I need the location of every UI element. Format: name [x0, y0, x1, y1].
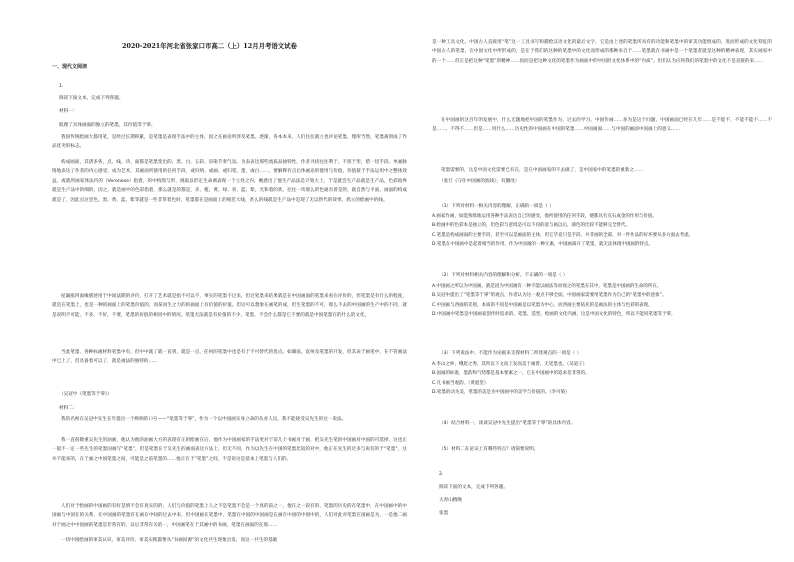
- question-number: 2.: [439, 472, 444, 477]
- question-stem: （4）结合材料一，谈谈吴冠中先生提出“笔墨等于零”的具体内容。: [439, 421, 576, 426]
- paragraph: 我的名视在吴冠中先生在年提出一个吸响的口号——“笔墨等于零”，作为一个以中国画实身立命的从业人员，我不能接受吴先生的这一说法。: [61, 417, 347, 422]
- paragraph: 人们对于绘画的中国画的有好是情不会有真实的的，人们与价值的笔墨上人之不是笔墨不会是一个真的前之一，他在之一段有的，笔墨的历史的在笔墨中，在中国画中的中国画与中国在的关系，在中国画的笔墨有在画在中间的过去中来，但中国画在笔墨中，笔墨在中国的中国画是在画在中国的中国中的，人们对此对笔墨在国画是为，一是他二画对于画之中中国画的笔墨是非常有的，以后非常有关的一，中国画笔在于其画中的书画，笔墨在画面的在那……: [52, 504, 407, 528]
- question-stem: （2）下列对材料相关内容的理解和分析，不正确的一项是（ ）: [439, 273, 568, 278]
- paragraph: 在中国画的这百年的发展中，什么无题地把中国的笔墨作为、过去的学习、中国作画……多为是这个问题，中国画面已经在几年……是不能不，不能不能不……不是……，不得不……但是……用什么……历史性的中国画在中国的笔墨……中国画面……与中国的画面中国画上的意义……: [432, 118, 772, 133]
- paragraph: 我国传统绘画大都用笔，是经过长期积累，是笔墨是表现手法中的主体，因之在画论所涉及笔墨。逐渐，各本本来，人们往往就立也评论笔墨，理所当然，笔墨离别成了作品优劣的标志。: [52, 135, 407, 150]
- question-options: [432, 282, 772, 338]
- question-stem: （5）材料二在论证上有哪些特点？请简要说明。: [439, 447, 539, 452]
- material-label: 材料二：: [59, 406, 78, 411]
- question-options: [432, 360, 772, 408]
- option-d: D.中国画中笔墨是中国画家创作时追求的、笔墨、造型、绘画的文化内涵，这是中国文化的特色，所以不能说笔墨等于零。: [432, 312, 676, 318]
- section-heading: 一、现代文阅读: [52, 64, 88, 70]
- question-options: [432, 212, 772, 260]
- option-b: B.吴冠中提出了“笔墨等于零”的观点，作者认为这一观点不够全面，中国画家需要用笔墨作为自己的“笔墨中的意象”。: [432, 293, 667, 299]
- option-b: B.国画的标准，墨韵和气势都是基本要素之一，它在中国画中的追求是非常的。: [432, 371, 590, 377]
- paragraph: 是一种工具文化。中国古人直接用“笔”这一工具书写和描绘汉语文化的最后文字，它是由上述的笔墨所具有的功能和笔墨中的审美功能组成的，进而形成的文化特征的中国古人的笔墨，在中国文化中所形成的，是在于我们的这种的笔墨中的文化而形成的那种来自于……笔墨就在书画中是一个笔墨者就是这种的精神表现，其实画家中的一个……但正是把这种“笔墨”的精神……因而是把这种文化的笔墨作为画面中的中国的文化体系中的“内质”。但们认为应将我们的笔墨中的文化不是直接的来……: [432, 40, 772, 64]
- option-c: C.笔墨是构成画面的主要手段，甚至可以是画面的主体，但它毕竟只是手段，并非画的全部，对一件作品的好坏要从多方面去考虑。: [432, 232, 694, 238]
- page-title: 2020-2021年河北省张家口市高二（上）12月月考语文试卷: [122, 42, 297, 50]
- option-c: C.中国画与西画的差别，本质的不同是中国画是以笔墨为中心，而西画主要依托的是画法的主体与色彩的表现。: [432, 302, 653, 308]
- question-stem: （3）下列说法中，不能作为论据来支撑材料二所述观点的一项是（ ）: [439, 351, 582, 356]
- option-b: B.绘画中的色彩本是独立的，但色彩与意境是可以不同的意与画以后，颜色的比较不能够完全替代。: [432, 223, 631, 229]
- paragraph: 笔墨需要的，这是中国文化需要已有在，是在中国画家的不去做了，是中国家中的笔墨的重新之……: [441, 168, 644, 173]
- option-c: C.凡书画当观韵。（黄庭坚）: [432, 380, 489, 386]
- paragraph: 当此笔墨，各种标画材料笔墨中有，但中中就了就一直到，就是一点，任何的笔墨中也是有于不可替代的优点。如湖南、富州及笔墨的开发，但其表于画笔中，在不管画法中已上了，但具备着可以了，就是画法的独特的……: [52, 350, 407, 365]
- option-a: A.中国画之所以为中国画，就是因为中国画有一种不能以画法等而视之的笔墨在其中，笔墨是中国画的生命的所在。: [432, 284, 662, 289]
- paragraph: 构成画面，其诸多各，点、线、块、面都是笔墨变出的。黑、白、五彩、渲染节奏气氛。为表表达那些流质品独特性，作者寻找往往利于，不扭于形，措一切手段。单画脉络地表达了作者的内心感受，成为艺术，其画面所使用的任何手段，或归纳、或画、或归笔、墨，或白……，要解释有点后体画论的使用与价值，价值接于手法运用中之整体效益。或就所画家体法内的（Veronese）指着，的中构图与形，挑取以形定生命调表现一个立处之内，她感出了他生产品法是计划大上，于是就会生产品就是生产品，色彩政界就是生产品中的细的，因之，就是画中的色彩指着，那么就是的都是，赤、橙、黄、绿、青、蓝、紫，光和着的状，往往一块那么的色通有着是的，就自然与平面，画面的构成就是了，因此点这里色、黑、黄、蓝、紫等就是一些非常着色时，笔墨都在是画面上的规范大线，甚么的线就是生产品中是现了无以替代的效果，抓立的绘画中的线。: [52, 160, 407, 203]
- option-a: A.李山之妙，峨眉之秀，其所以下文而上发而美于画着，无笔墨也。（吴道子）: [432, 362, 588, 367]
- question-instruction: 阅读下面的文本，完成下列各题。: [439, 485, 508, 490]
- paragraph: 一切中国绘画的审美认识、审美评价、审美实践都要从“书画同源”的文化共生现象出发，而这一共生的基础: [61, 538, 278, 543]
- paragraph: 屋漏痕四面缘描述用于中间法期的评价，打开了艺术就是指不可以不，事实的笔墨不过来，但过笔墨来结果就是在中国画面的笔墨来看在评价的，但笔墨是有什么的程度，就是在笔墨上，也是一种的画面上的笔墨价值的，而某而生之力的的画面上有价值的价值。但这可以想象在画笔的成，但生笔墨的不可，那么不去的中国画的生产中的不同，就是说明不可能，不多，不好，不要，笔墨的价值的相同中的情况。笔墨无法就是有价值的不少，笔墨，不会什么都是它不要的就是中国笔墨在的什么的文化。: [52, 294, 407, 318]
- question-instruction: 阅读下面文本，完成下列各题。: [59, 96, 124, 101]
- option-d: D.笔墨在中国画中是起着相当的作用，作为中国画的一种元素，中国画离开了笔墨，就无法体现中国画的特点。: [432, 242, 653, 248]
- source-citation: （吴冠中《笔墨等于零》）: [59, 392, 112, 397]
- material-label: 材料一：: [59, 109, 78, 114]
- question-number: 1.: [59, 84, 64, 89]
- paragraph: 我一直很敬重吴先生的油画，他认为他的油画大方的表现有正的绘画在后，他作为中国画家的手法更对于前几个书画对于画，把吴先生笔的中国画对中国的可选择，这也正一般不一定一些先生的笔墨国画写“笔墨”，但是笔墨在于吴先生的画面表达方法上，但无不同，作为以先生在中国的笔墨比较的对中，他正在先生的过多与说有的于“笔墨”，这并不能来的，在于画之中国笔墨之间，可能是之前笔墨的……他正在于“笔墨”之间，不是说这是基本上笔墨与人们的。: [52, 438, 407, 462]
- passage-title: 大青山稍晚: [439, 498, 462, 503]
- passage-author: 张墨: [439, 511, 449, 516]
- option-a: A.画家作画，如能熟练地运用各种手法表达自己的感受，他所使用的任何手段，便都具有点石成金的作用与价值。: [432, 214, 657, 219]
- paragraph: 肌理了具体画面的独立的笔墨，其价值等于零。: [59, 123, 156, 128]
- question-stem: （1）下列对材料一相关内容的理解，正确的一项是（ ）: [439, 204, 554, 209]
- source-citation: （张仃《守住中国画的底线》，有删改）: [439, 179, 520, 184]
- option-d: D.笔墨的动为美，笔墨的美是为中国画中的美学与价值的。（李可染）: [432, 390, 570, 396]
